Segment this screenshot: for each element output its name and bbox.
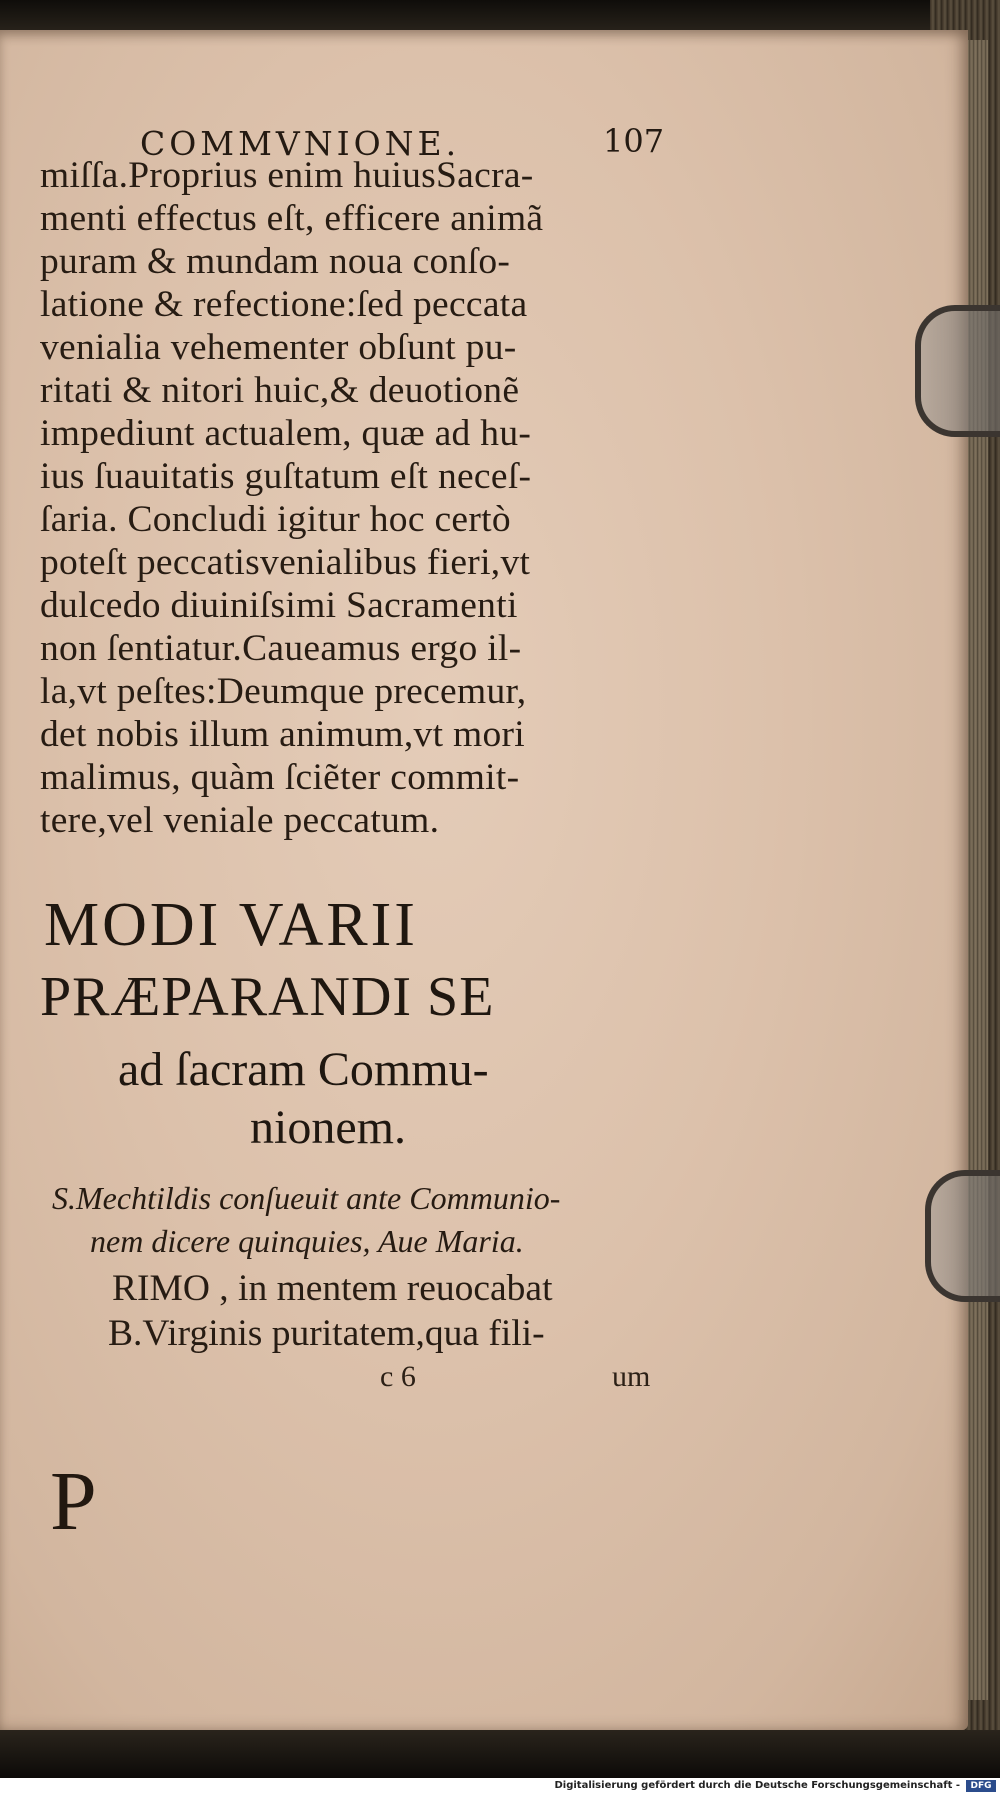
body-line: ſaria. Concludi igitur hoc certò bbox=[40, 499, 511, 540]
section-heading-line3: ad ſacram Commu- bbox=[118, 1043, 489, 1096]
section-heading-line2: PRÆPARANDI SE bbox=[40, 966, 495, 1028]
running-head: COMMVNIONE. bbox=[140, 124, 461, 163]
body-line: miſſa.Proprius enim huiusSacra- bbox=[40, 155, 534, 196]
italic-intro-line: nem dicere quinquies, Aue Maria. bbox=[90, 1223, 524, 1259]
italic-intro-line: S.Mechtildis conſueuit ante Communio- bbox=[52, 1180, 561, 1216]
body-line: det nobis illum animum,vt mori bbox=[40, 714, 526, 755]
dfg-logo: DFG bbox=[966, 1780, 996, 1792]
body-line: latione & refectione:ſed peccata bbox=[40, 284, 528, 325]
credit-text: Digitalisierung gefördert durch die Deutsche Forschungsgemeinschaft - bbox=[554, 1780, 960, 1791]
catchword: um bbox=[612, 1360, 651, 1393]
book-bottom-edge bbox=[0, 1730, 1000, 1778]
signature-mark: c 6 bbox=[380, 1360, 416, 1393]
body-line: tere,vel veniale peccatum. bbox=[40, 800, 440, 841]
body-line: dulcedo diuiniſsimi Sacramenti bbox=[40, 585, 518, 626]
section-heading-line1: MODI VARII bbox=[44, 891, 418, 959]
page-surface bbox=[0, 30, 968, 1730]
credit-bar bbox=[0, 1778, 1000, 1795]
body-line: la,vt peſtes:Deumque precemur, bbox=[40, 671, 527, 712]
body-line: ritati & nitori huic,& deuotionẽ bbox=[40, 370, 520, 411]
book-top-edge bbox=[0, 0, 1000, 34]
drop-capital: P bbox=[50, 1455, 97, 1548]
body-line: impediunt actualem, quæ ad hu- bbox=[40, 413, 532, 454]
page-number: 107 bbox=[603, 122, 665, 160]
body-line: venialia vehementer obſunt pu- bbox=[40, 327, 517, 368]
book-clasp-upper bbox=[915, 305, 1000, 437]
body-line: puram & mundam noua conſo- bbox=[40, 241, 511, 282]
paragraph-line: B.Virginis puritatem,qua fili- bbox=[108, 1313, 545, 1354]
body-line: non ſentiatur.Caueamus ergo il- bbox=[40, 628, 522, 669]
body-line: malimus, quàm ſciẽter commit- bbox=[40, 757, 520, 798]
book-clasp-lower bbox=[925, 1170, 1000, 1302]
paragraph-line: RIMO , in mentem reuocabat bbox=[112, 1268, 553, 1309]
body-line: ius ſuauitatis guſtatum eſt neceſ- bbox=[40, 456, 532, 497]
section-heading-line4: nionem. bbox=[250, 1101, 406, 1154]
body-line: poteſt peccatisvenialibus fieri,vt bbox=[40, 542, 531, 583]
body-line: menti effectus eſt, efficere animã bbox=[40, 198, 544, 239]
